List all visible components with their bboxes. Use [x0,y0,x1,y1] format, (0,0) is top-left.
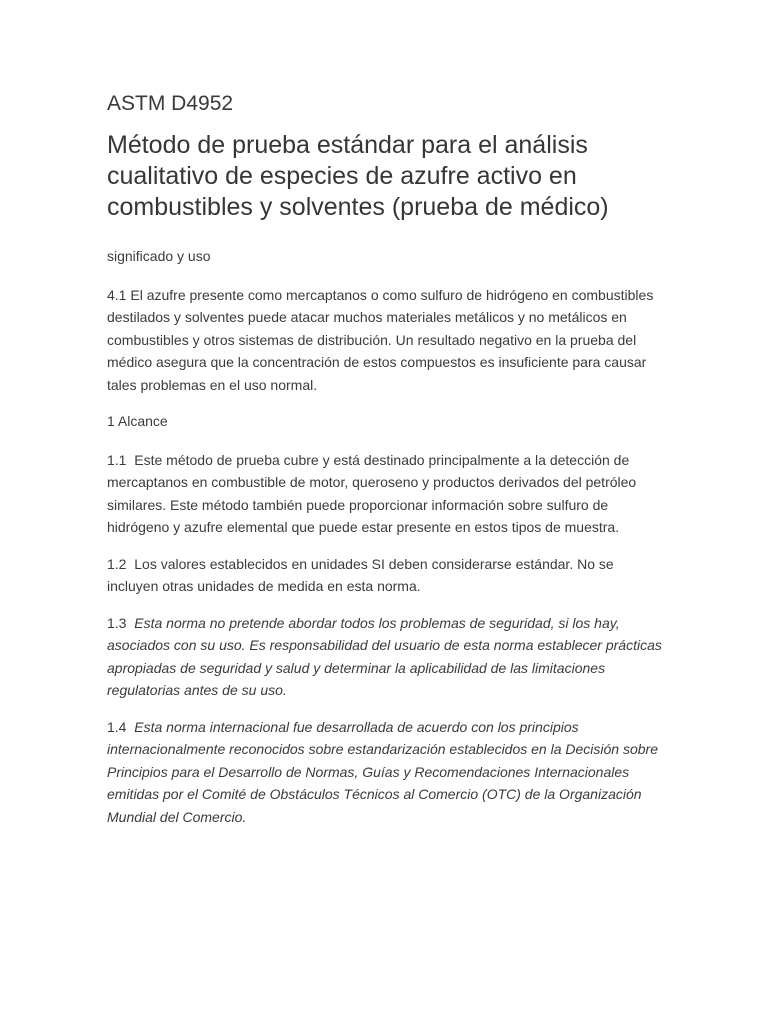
paragraph-1-3 [107,612,667,702]
paragraph-1-4 [107,716,667,829]
paragraph-number: 1.1 [107,451,127,468]
section-heading-significance: significado y uso [107,248,211,264]
paragraph-number: 1.4 [107,718,127,735]
paragraph-1-1 [107,449,667,539]
paragraph-text: Esta norma no pretende abordar todos los problemas de seguridad, si los hay, asociados con su uso. Es responsabilidad del usuario de esta norma establecer prácticas apropiadas de seguridad y salud y determinar la aplicabilidad de las limitaciones regulatorias antes de su uso. [107,614,662,698]
document-page [107,90,667,842]
paragraph-text: El azufre presente como mercaptanos o como sulfuro de hidrógeno en combustibles destilados y solventes puede atacar muchos materiales metálicos y no metálicos en combustibles y otros sistemas de distribución. Un resultado negativo en la prueba del médico asegura que la concentración de estos compuestos es insuficiente para causar tales problemas en el uso normal. [107,286,654,393]
document-title: Método de prueba estándar para el análisis cualitativo de especies de azufre activo en combustibles y solventes (prueba de médico) [107,131,609,221]
paragraph-text: Esta norma internacional fue desarrollada de acuerdo con los principios internacionalmente reconocidos sobre estandarización establecidos en la Decisión sobre Principios para el Desarrollo de Normas, Guías y Recomendaciones Internacionales emitidas por el Comité de Obstáculos Técnicos al Comercio (OTC) de la Organización Mundial del Comercio. [107,718,658,825]
paragraph-4-1 [107,284,667,397]
paragraph-1-2 [107,553,667,598]
section-heading-scope: 1 Alcance [107,413,168,429]
paragraph-number: 4.1 [107,286,127,303]
section-significance [107,245,667,396]
paragraph-number: 1.3 [107,614,127,631]
section-scope [107,410,667,828]
paragraph-text: Los valores establecidos en unidades SI deben considerarse estándar. No se incluyen otras unidades de medida en esta norma. [107,555,614,594]
paragraph-number: 1.2 [107,555,127,572]
document-code: ASTM D4952 [107,92,234,115]
paragraph-text: Este método de prueba cubre y está destinado principalmente a la detección de mercaptanos en combustible de motor, queroseno y productos derivados del petróleo similares. Este método también puede proporcionar información sobre sulfuro de hidrógeno y azufre elemental que puede estar presente en estos tipos de muestra. [107,451,637,535]
